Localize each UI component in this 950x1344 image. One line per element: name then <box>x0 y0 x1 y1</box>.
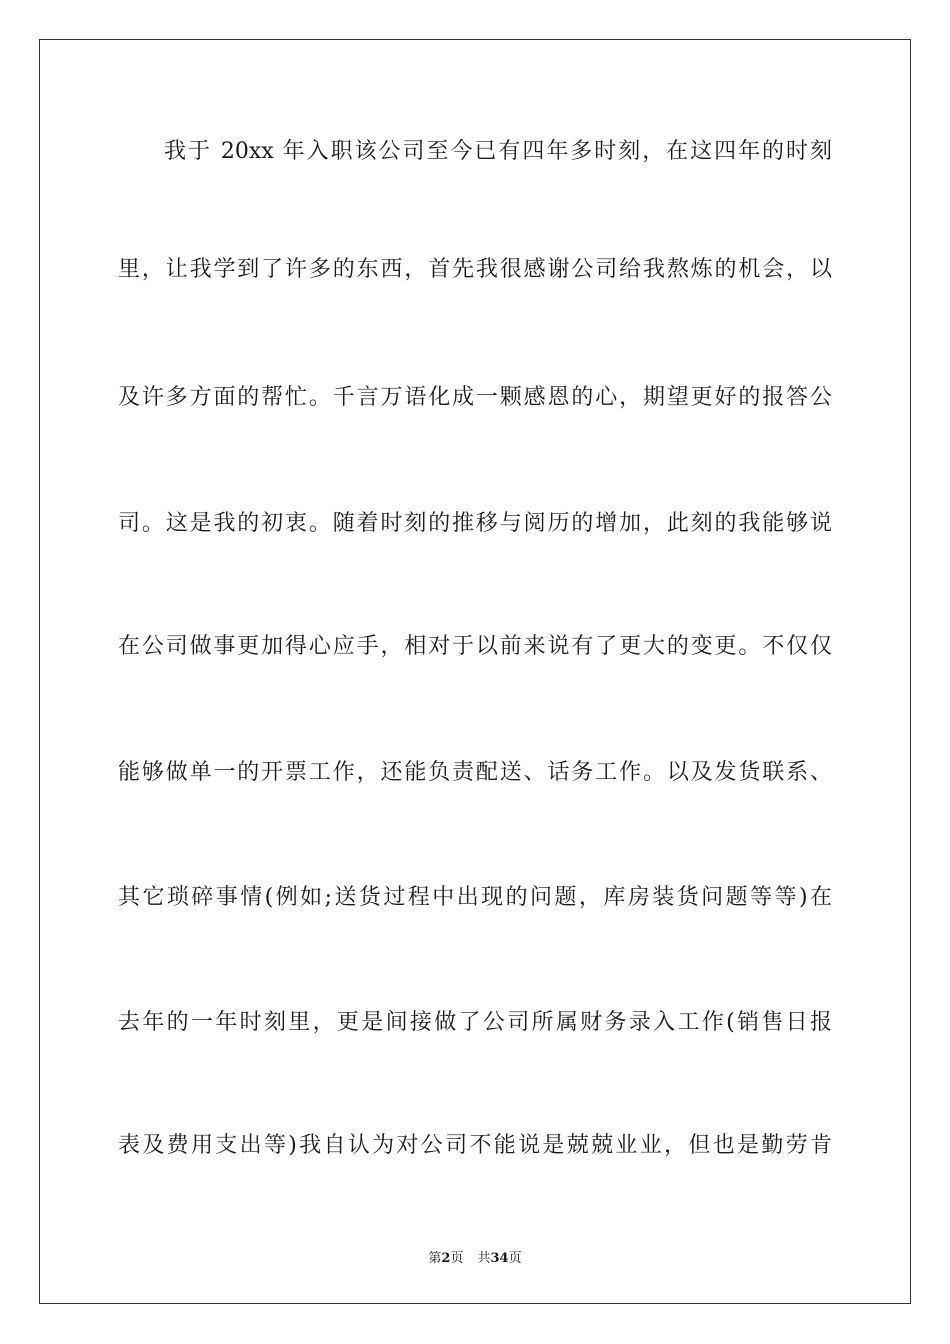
footer-total-prefix: 共 <box>477 1251 491 1266</box>
body-text-line-5: 在公司做事更加得心应手，相对于以前来说有了更大的变更。不仅仅 <box>118 634 832 659</box>
body-text-line-7: 其它琐碎事情(例如;送货过程中出现的问题，库房装货问题等等)在 <box>118 885 832 910</box>
footer-page-suffix: 页 <box>450 1251 464 1266</box>
footer-page-prefix: 第 <box>428 1251 442 1266</box>
body-text-line-3: 及许多方面的帮忙。千言万语化成一颗感恩的心，期望更好的报答公 <box>118 385 832 410</box>
body-text-line-1: 我于 20xx 年入职该公司至今已有四年多时刻，在这四年的时刻 <box>164 139 832 164</box>
body-text-line-8: 去年的一年时刻里，更是间接做了公司所属财务录入工作(销售日报 <box>118 1010 832 1035</box>
body-text-line-4: 司。这是我的初衷。随着时刻的推移与阅历的增加，此刻的我能够说 <box>118 511 832 536</box>
body-text-line-2: 里，让我学到了许多的东西，首先我很感谢公司给我熬炼的机会，以 <box>118 257 832 282</box>
footer-total-pages: 34 <box>490 1251 509 1266</box>
page-footer <box>0 1247 950 1266</box>
footer-total-suffix: 页 <box>508 1251 522 1266</box>
body-text-line-6: 能够做单一的开票工作，还能负责配送、话务工作。以及发货联系、 <box>118 760 832 785</box>
footer-page-number: 2 <box>441 1251 451 1266</box>
page-border <box>39 39 911 1304</box>
body-text-line-9: 表及费用支出等)我自认为对公司不能说是兢兢业业，但也是勤劳肯 <box>118 1133 832 1158</box>
